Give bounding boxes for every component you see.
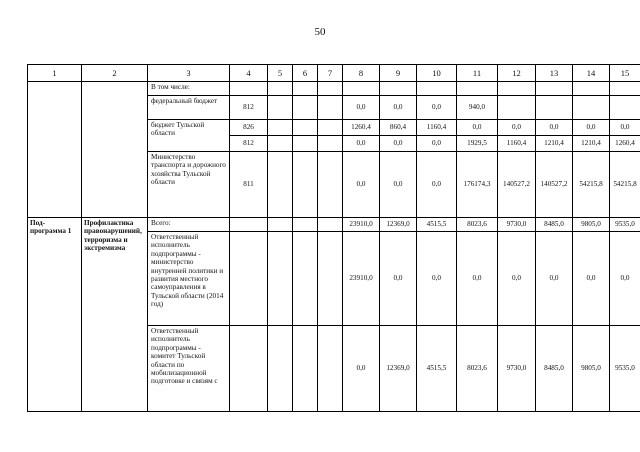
cell-value: 1929,5 <box>457 136 498 152</box>
cell-label: Ответственный исполнитель подпрограммы - комитет Тульской области по мобилизационной подготовке и связям с <box>148 326 230 412</box>
cell-value: 4515,5 <box>417 326 457 412</box>
header-cell: 3 <box>148 65 230 82</box>
cell <box>230 232 268 326</box>
cell-value: 9805,0 <box>573 326 610 412</box>
cell <box>536 82 573 96</box>
cell-value: 12369,0 <box>380 326 417 412</box>
cell-value: 176174,3 <box>457 152 498 218</box>
cell <box>230 326 268 412</box>
page-number: 50 <box>314 26 326 38</box>
cell-value: 0,0 <box>343 96 380 120</box>
header-cell: 15 <box>610 65 640 82</box>
cell-value: 9805,0 <box>573 218 610 232</box>
header-cell: 7 <box>318 65 343 82</box>
cell-label: Всего: <box>148 218 230 232</box>
cell-value: 9730,0 <box>498 218 536 232</box>
cell <box>318 120 343 136</box>
cell-value: 23910,0 <box>343 218 380 232</box>
cell-label: Министерство транспорта и дорожного хозяйства Тульской области <box>148 152 230 218</box>
header-cell: 10 <box>417 65 457 82</box>
cell <box>318 326 343 412</box>
cell-col1 <box>28 82 82 218</box>
cell <box>293 218 318 232</box>
cell <box>268 218 293 232</box>
table-row <box>28 82 640 96</box>
header-cell: 2 <box>82 65 148 82</box>
cell-value: 8023,6 <box>457 326 498 412</box>
cell-value: 1260,4 <box>610 136 640 152</box>
cell-value: 9730,0 <box>498 326 536 412</box>
cell-code: 811 <box>230 152 268 218</box>
cell-value: 0,0 <box>457 120 498 136</box>
cell-value: 1210,4 <box>536 136 573 152</box>
cell-value: 0,0 <box>498 120 536 136</box>
cell-value: 9535,0 <box>610 326 640 412</box>
cell-code: 812 <box>230 96 268 120</box>
cell-value: 1160,4 <box>498 136 536 152</box>
cell-value: 0,0 <box>380 152 417 218</box>
cell-label: В том числе: <box>148 82 230 96</box>
cell <box>293 120 318 136</box>
cell-code: 812 <box>230 136 268 152</box>
cell <box>293 152 318 218</box>
header-cell: 8 <box>343 65 380 82</box>
header-cell: 9 <box>380 65 417 82</box>
cell-value: 0,0 <box>536 120 573 136</box>
cell-value: 0,0 <box>380 136 417 152</box>
cell <box>268 82 293 96</box>
header-cell: 1 <box>28 65 82 82</box>
cell-value: 940,0 <box>457 96 498 120</box>
cell-value: 0,0 <box>573 120 610 136</box>
cell <box>268 152 293 218</box>
cell <box>573 96 610 120</box>
subprogram-title: Профилактика правонарушений, терроризма и экстремизма <box>82 218 148 412</box>
cell-value: 140527,2 <box>536 152 573 218</box>
cell <box>318 152 343 218</box>
cell <box>268 232 293 326</box>
cell <box>318 96 343 120</box>
header-cell: 12 <box>498 65 536 82</box>
header-row <box>28 65 640 82</box>
cell-value: 8485,0 <box>536 326 573 412</box>
cell-value: 23910,0 <box>343 232 380 326</box>
cell-value: 0,0 <box>343 326 380 412</box>
cell <box>268 96 293 120</box>
cell <box>268 120 293 136</box>
cell-value: 54215,8 <box>610 152 640 218</box>
cell <box>380 82 417 96</box>
cell-col2 <box>82 82 148 218</box>
cell <box>343 82 380 96</box>
cell-value: 0,0 <box>536 232 573 326</box>
cell-value: 54215,8 <box>573 152 610 218</box>
cell-value: 0,0 <box>417 96 457 120</box>
cell-value: 0,0 <box>498 232 536 326</box>
cell-label: Ответственный исполнитель подпрограммы - министерство внутренней политики и развития местного самоуправления в Тульской области (2014 год) <box>148 232 230 326</box>
header-cell: 13 <box>536 65 573 82</box>
cell-value: 9535,0 <box>610 218 640 232</box>
cell <box>293 96 318 120</box>
cell <box>293 232 318 326</box>
cell <box>498 82 536 96</box>
subprogram-label: Под-программа 1 <box>28 218 82 412</box>
cell-value: 0,0 <box>417 232 457 326</box>
cell <box>293 326 318 412</box>
cell-value: 0,0 <box>610 120 640 136</box>
cell <box>573 82 610 96</box>
cell <box>318 232 343 326</box>
cell-code: 826 <box>230 120 268 136</box>
cell <box>268 326 293 412</box>
cell-value: 0,0 <box>610 232 640 326</box>
cell-label: бюджет Тульской области <box>148 120 230 152</box>
cell-value: 0,0 <box>573 232 610 326</box>
cell <box>417 82 457 96</box>
cell <box>293 82 318 96</box>
cell <box>498 96 536 120</box>
cell <box>318 136 343 152</box>
cell-value: 1160,4 <box>417 120 457 136</box>
cell-value: 12369,0 <box>380 218 417 232</box>
cell-value: 0,0 <box>417 152 457 218</box>
table-row <box>28 218 640 232</box>
cell-value: 0,0 <box>343 152 380 218</box>
cell <box>293 136 318 152</box>
cell-value: 860,4 <box>380 120 417 136</box>
cell-value: 140527,2 <box>498 152 536 218</box>
cell <box>457 82 498 96</box>
cell-value: 8485,0 <box>536 218 573 232</box>
cell <box>536 96 573 120</box>
cell-value: 4515,5 <box>417 218 457 232</box>
cell-label: федеральный бюджет <box>148 96 230 120</box>
cell-value: 0,0 <box>380 96 417 120</box>
cell <box>318 82 343 96</box>
cell-value: 0,0 <box>380 232 417 326</box>
cell <box>610 82 640 96</box>
cell <box>230 218 268 232</box>
header-cell: 6 <box>293 65 318 82</box>
cell-value: 0,0 <box>457 232 498 326</box>
budget-table <box>27 64 640 412</box>
cell-value: 8023,6 <box>457 218 498 232</box>
header-cell: 5 <box>268 65 293 82</box>
cell <box>318 218 343 232</box>
header-cell: 4 <box>230 65 268 82</box>
cell-value: 1260,4 <box>343 120 380 136</box>
cell-value: 0,0 <box>417 136 457 152</box>
header-cell: 14 <box>573 65 610 82</box>
cell-value: 1210,4 <box>573 136 610 152</box>
cell <box>268 136 293 152</box>
header-cell: 11 <box>457 65 498 82</box>
cell-value: 0,0 <box>343 136 380 152</box>
cell <box>610 96 640 120</box>
cell <box>230 82 268 96</box>
